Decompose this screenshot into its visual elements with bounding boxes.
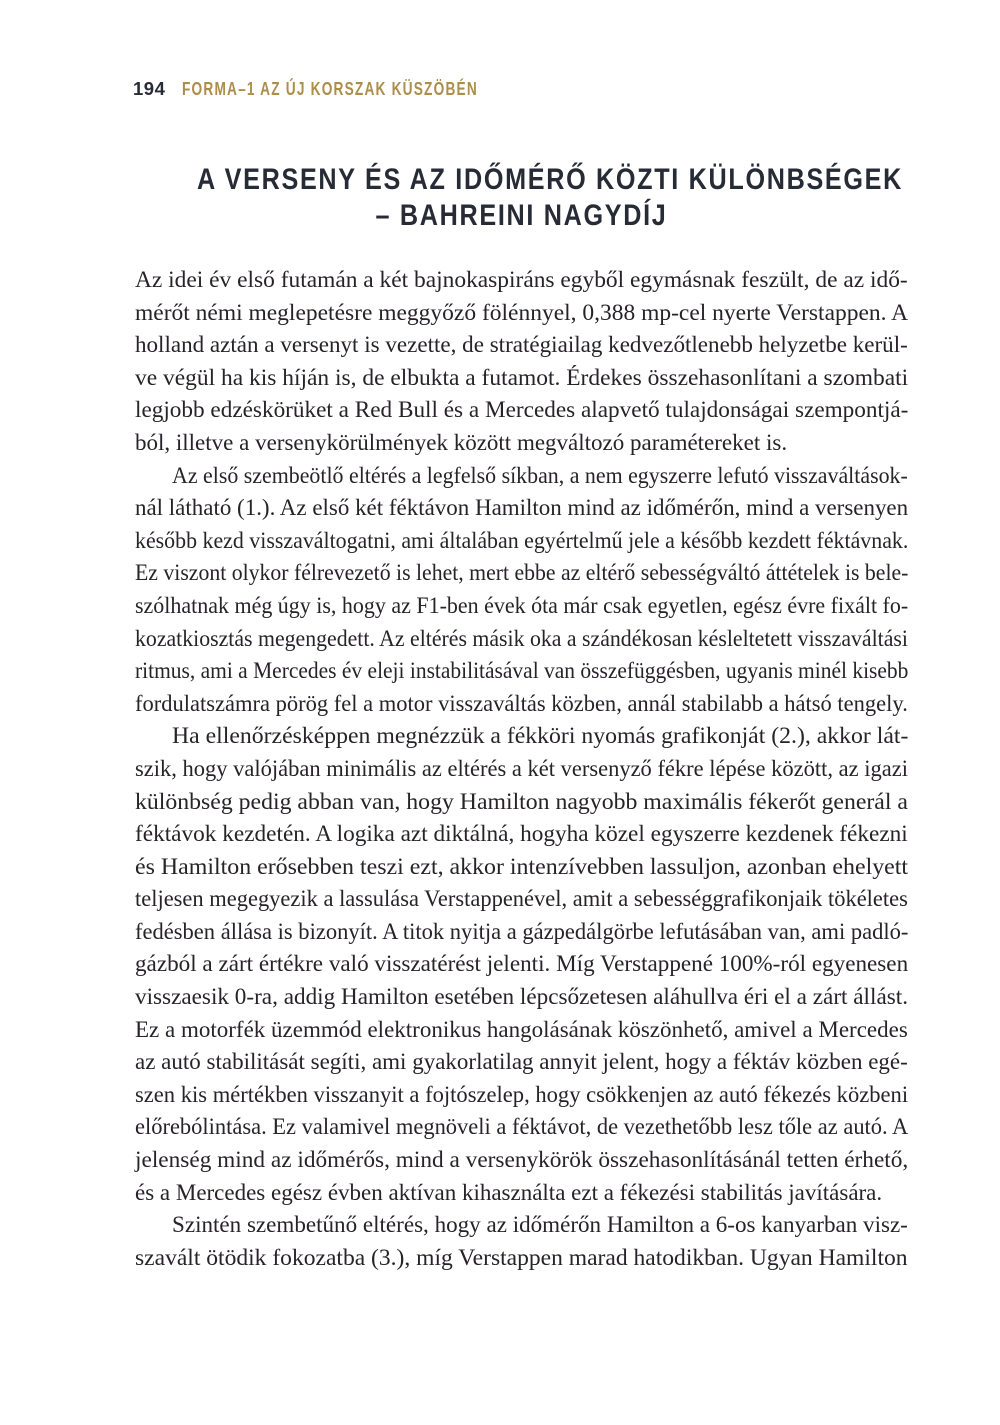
body-line-text: szavált ötödik fokozatba (3.), míg Verstappen marad hatodikban. Ugyan Hamilton bbox=[135, 1244, 908, 1270]
running-head bbox=[182, 78, 582, 100]
body-line-text: nál látható (1.). Az első két féktávon Hamilton mind az időmérőn, mind a versenyen bbox=[135, 495, 909, 521]
body-line bbox=[135, 1209, 908, 1242]
body-line bbox=[135, 492, 908, 525]
body-line bbox=[135, 1079, 908, 1112]
body-line-text: ve végül ha kis híján is, de elbukta a futamot. Érdekes összehasonlítani a szombati bbox=[135, 364, 909, 390]
body-line-text: később kezd visszaváltogatni, ami általában egyértelmű jele a később kezdett féktávnak. bbox=[135, 527, 909, 553]
body-line bbox=[135, 427, 908, 460]
body-line bbox=[135, 394, 908, 427]
page-number: 194 bbox=[133, 78, 166, 99]
body-line bbox=[135, 720, 908, 753]
body-line bbox=[135, 753, 908, 786]
body-line bbox=[135, 362, 908, 395]
body-line-text: holland aztán a versenyt is vezette, de stratégiailag kedvezőtlenebb helyzetbe kerül- bbox=[135, 332, 908, 358]
body-line-text: féktávok kezdetén. A logika azt diktálná, hogyha közel egyszerre kezdenek fékezni bbox=[135, 821, 908, 847]
body-line-text: jelenség mind az időmérős, mind a versenykörök összehasonlításánál tetten érhető, bbox=[135, 1147, 909, 1173]
article-body bbox=[135, 264, 908, 1274]
body-line-text: Az idei év első futamán a két bajnokaspiráns egyből egymásnak feszült, de az idő- bbox=[135, 267, 908, 292]
body-line bbox=[135, 655, 908, 688]
body-line bbox=[135, 1111, 908, 1144]
body-line-text: legjobb edzéskörüket a Red Bull és a Mercedes alapvető tulajdonságai szempontjá- bbox=[135, 397, 909, 423]
body-line bbox=[135, 590, 908, 623]
running-head-text: FORMA–1 AZ ÚJ KORSZAK KÜSZÖBÉN bbox=[182, 78, 479, 99]
body-line-text: az autó stabilitását segíti, ami gyakorlatilag annyit jelent, hogy a féktáv közben egé- bbox=[135, 1049, 908, 1075]
body-line-text: szólhatnak még úgy is, hogy az F1-ben évek óta már csak egyetlen, egész évre fixált fo- bbox=[135, 592, 909, 618]
body-line bbox=[135, 557, 908, 590]
body-line bbox=[135, 948, 908, 981]
body-line-text: Ez viszont olykor félrevezető is lehet, mert ebbe az eltérő sebességváltó áttételek is bele- bbox=[135, 560, 909, 586]
body-line-text: Az első szembeötlő eltérés a legfelső síkban, a nem egyszerre lefutó visszaváltások- bbox=[172, 462, 908, 488]
body-line bbox=[135, 883, 908, 916]
body-line-text: teljesen megegyezik a lassulása Verstappenével, amit a sebességgrafikonjaik tökéletes bbox=[135, 886, 908, 912]
body-line-text: ból, illetve a versenykörülmények között megváltozó paramétereket is. bbox=[135, 429, 788, 455]
body-line-text: visszaesik 0-ra, addig Hamilton esetében lépcsőzetesen aláhullva éri el a zárt állást. bbox=[135, 984, 908, 1010]
body-line bbox=[135, 1014, 908, 1047]
article-title-line-1: A VERSENY ÉS AZ IDŐMÉRŐ KÖZTI KÜLÖNBSÉGEK bbox=[197, 163, 904, 196]
article-title bbox=[197, 162, 904, 234]
body-line bbox=[135, 818, 908, 851]
body-line bbox=[135, 623, 908, 656]
body-line-text: fordulatszámra pörög fel a motor visszaváltás közben, annál stabilabb a hátsó tengely. bbox=[135, 690, 908, 716]
body-line bbox=[135, 786, 908, 819]
body-line bbox=[135, 1046, 908, 1079]
body-line-text: gázból a zárt értékre való visszatérést jelenti. Míg Verstappené 100%-ról egyenesen bbox=[135, 951, 909, 977]
body-line-text: szik, hogy valójában minimális az eltérés a két versenyző fékre lépése között, az igazi bbox=[135, 755, 908, 781]
body-line-text: szen kis mértékben visszanyit a fojtószelep, hogy csökkenjen az autó fékezés közbeni bbox=[135, 1081, 909, 1107]
body-line-text: Ez a motorfék üzemmód elektronikus hangolásának köszönhető, amivel a Mercedes bbox=[135, 1016, 908, 1042]
body-line-text: kozatkiosztás megengedett. Az eltérés másik oka a szándékosan késleltetett visszaváltási bbox=[135, 625, 908, 651]
body-line bbox=[135, 297, 908, 330]
body-line bbox=[135, 688, 908, 721]
body-line-text: különbség pedig abban van, hogy Hamilton nagyobb maximális fékerőt generál a bbox=[135, 788, 908, 814]
body-line-text: és Hamilton erősebben teszi ezt, akkor intenzívebben lassuljon, azonban ehelyett bbox=[135, 853, 909, 879]
article-title-line-2: – BAHREINI NAGYDÍJ bbox=[375, 199, 668, 232]
body-line bbox=[135, 1177, 908, 1210]
body-line bbox=[135, 460, 908, 493]
body-line-text: Szintén szembetűnő eltérés, hogy az időmérőn Hamilton a 6-os kanyarban visz- bbox=[172, 1212, 908, 1238]
body-line bbox=[135, 525, 908, 558]
body-line-text: előrebólintása. Ez valamivel megnöveli a féktávot, de vezethetőbb lesz tőle az autó. A bbox=[135, 1114, 909, 1140]
body-line bbox=[135, 329, 908, 362]
body-line bbox=[135, 1242, 908, 1275]
body-line bbox=[135, 851, 908, 884]
body-line bbox=[135, 1144, 908, 1177]
body-line-text: mérőt némi meglepetésre meggyőző fölénnyel, 0,388 mp-cel nyerte Verstappen. A bbox=[135, 299, 909, 325]
body-line-text: ritmus, ami a Mercedes év eleji instabilitásával van összefüggésben, ugyanis minél kisebb bbox=[135, 658, 909, 684]
body-line bbox=[135, 981, 908, 1014]
body-line bbox=[135, 264, 908, 297]
body-line-text: Ha ellenőrzésképpen megnézzük a fékköri nyomás grafikonját (2.), akkor lát- bbox=[172, 723, 909, 749]
body-line bbox=[135, 916, 908, 949]
body-line-text: és a Mercedes egész évben aktívan kihasználta ezt a fékezési stabilitás javítására. bbox=[135, 1179, 883, 1205]
page-header bbox=[133, 78, 582, 100]
body-line-text: fedésben állása is bizonyít. A titok nyitja a gázpedálgörbe lefutásában van, ami padló- bbox=[135, 918, 909, 944]
